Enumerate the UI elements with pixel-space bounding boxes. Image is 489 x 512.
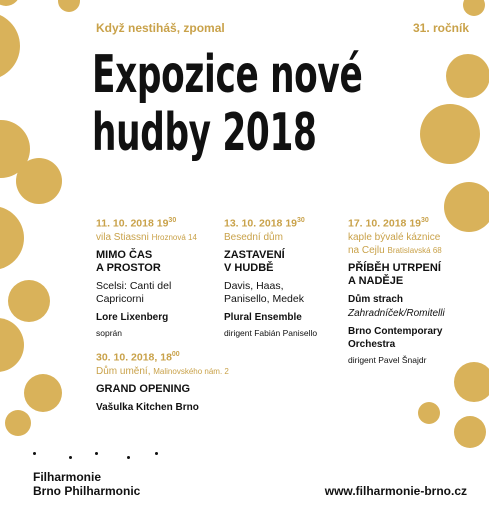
event-venue: Dům umění, Malinovského nám. 2 [96,365,229,377]
decor-dot [446,54,489,98]
event-venue: kaple bývalé káznice na Cejlu Bratislavská 68 [348,231,442,256]
event-program: Davis, Haas, Panisello, Medek [224,279,304,305]
event-title: MIMO ČAS A PROSTOR [96,248,161,274]
event-role: dirigent Fabián Panisello [224,327,318,338]
edition-label: 31. ročník [412,21,469,35]
philharmonic-logo: Filharmonie Brno Philharmonic [33,470,141,498]
decor-dot [58,0,80,12]
event-composers: Zahradníček/Romitelli [348,307,445,319]
event-date: 11. 10. 2018 $19^{30}$ [96,217,177,230]
decor-dot [0,12,20,80]
event-work: Dům strach [348,293,404,305]
decor-dot [0,0,20,6]
event-1 [96,214,216,340]
event-performer: Vašulka Kitchen Brno [96,401,199,413]
event-3 [348,214,468,367]
decor-dot [0,318,24,372]
event-performer: Plural Ensemble [224,311,302,323]
tagline: Když nestiháš, zpomal [96,21,225,35]
decor-dot [24,374,62,412]
decor-dot [0,206,24,270]
decor-dot [8,280,50,322]
event-date: 30. 10. 2018, $18^{00}$ [96,351,180,364]
event-title: ZASTAVENÍ V HUDBĚ [224,248,285,274]
decor-dot [5,410,31,436]
event-title: PŘÍBĚH UTRPENÍ A NADĚJE [348,261,441,287]
decor-dot [418,402,440,424]
decor-dot [454,416,486,448]
logo-dots [33,452,163,460]
decor-dot [463,0,485,16]
event-role: soprán [96,327,122,338]
event-venue: Besední dům [224,231,283,243]
event-title: GRAND OPENING [96,382,191,395]
website-link[interactable]: www.filharmonie-brno.cz [324,484,467,498]
event-date: 13. 10. 2018 $19^{30}$ [224,217,305,230]
decor-dot [420,104,480,164]
decor-dot [454,362,489,402]
event-4 [96,348,296,414]
event-program: Scelsi: Canti del Capricorni [96,279,172,305]
event-performer: Lore Lixenberg [96,311,169,323]
event-venue: vila Stiassni Hroznová 14 [96,231,197,243]
title-line: hudby 2018 [92,103,317,163]
festival-title [92,46,362,162]
event-2 [224,214,339,340]
event-role: dirigent Pavel Šnajdr [348,354,427,365]
title-line: Expozice nové [92,45,363,105]
event-date: 17. 10. 2018 $19^{30}$ [348,217,429,230]
decor-dot [16,158,62,204]
event-performer: Brno Contemporary Orchestra [348,325,443,350]
